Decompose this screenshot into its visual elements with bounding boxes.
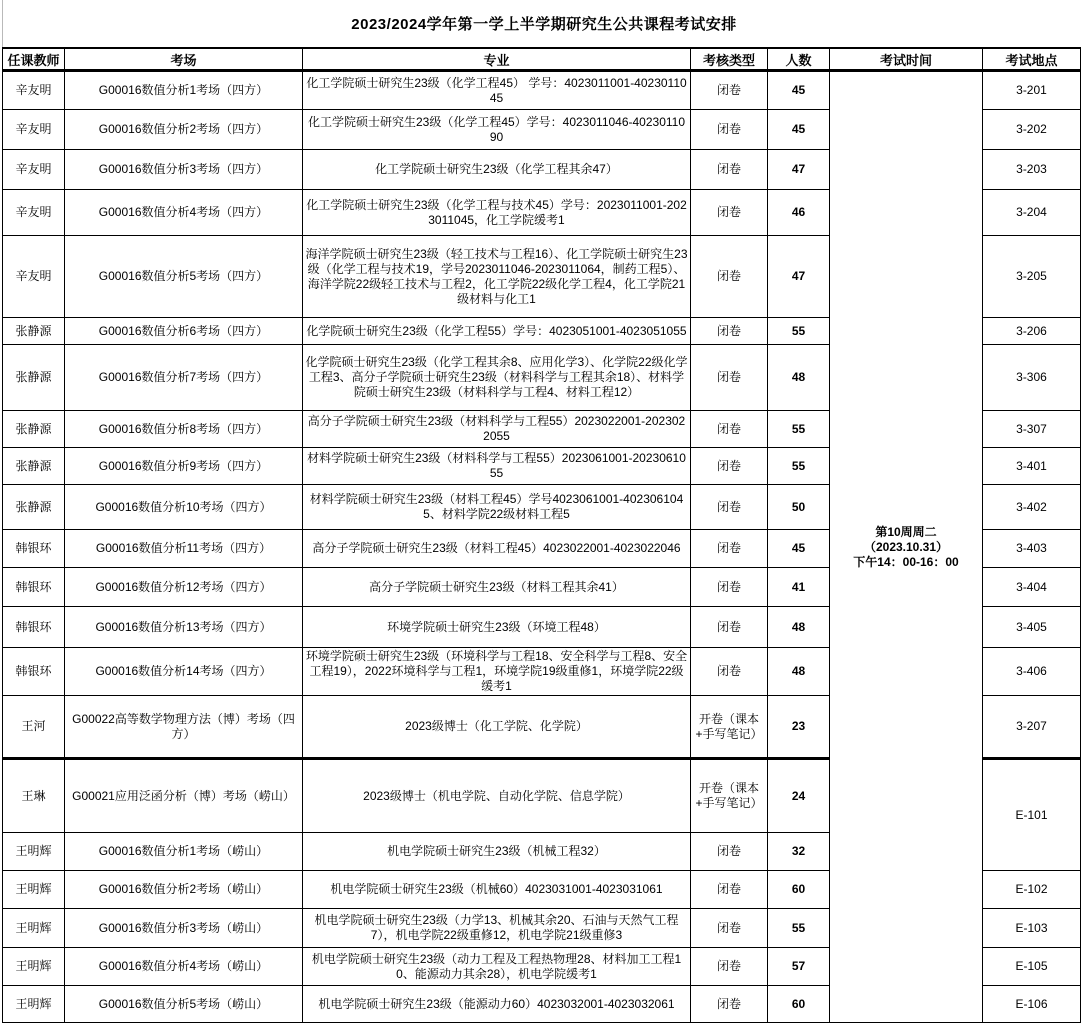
room-cell: G00016数值分析5考场（四方） [65, 236, 303, 318]
count-cell: 23 [768, 696, 830, 759]
exam-type-cell: 开卷（课本+手写笔记） [691, 696, 768, 759]
room-cell: G00016数值分析11考场（四方） [65, 530, 303, 568]
teacher-cell: 辛友明 [3, 190, 65, 236]
location-cell: 3-201 [983, 71, 1081, 110]
col-header-exam-time: 考试时间 [830, 48, 983, 71]
count-cell: 57 [768, 948, 830, 986]
page-title: 2023/2024学年第一学上半学期研究生公共课程考试安排 [2, 0, 1085, 47]
exam-type-cell: 闭卷 [691, 190, 768, 236]
room-cell: G00016数值分析8考场（四方） [65, 411, 303, 448]
exam-type-cell: 闭卷 [691, 318, 768, 345]
major-cell: 2023级博士（机电学院、自动化学院、信息学院） [303, 759, 691, 833]
exam-type-cell: 闭卷 [691, 607, 768, 648]
location-cell: 3-401 [983, 448, 1081, 485]
exam-type-cell: 闭卷 [691, 568, 768, 607]
teacher-cell: 张静源 [3, 485, 65, 530]
room-cell: G00016数值分析9考场（四方） [65, 448, 303, 485]
teacher-cell: 韩银环 [3, 648, 65, 696]
count-cell: 48 [768, 345, 830, 411]
col-header-room: 考场 [65, 48, 303, 71]
major-cell: 2023级博士（化工学院、化学院） [303, 696, 691, 759]
exam-type-cell: 闭卷 [691, 150, 768, 190]
count-cell: 45 [768, 530, 830, 568]
teacher-cell: 王明辉 [3, 986, 65, 1023]
exam-type-cell: 闭卷 [691, 236, 768, 318]
count-cell: 47 [768, 236, 830, 318]
teacher-cell: 王河 [3, 696, 65, 759]
major-cell: 机电学院硕士研究生23级（机械60）4023031001-4023031061 [303, 871, 691, 909]
teacher-cell: 王明辉 [3, 948, 65, 986]
teacher-cell: 王明辉 [3, 833, 65, 871]
location-cell: E-103 [983, 909, 1081, 948]
exam-type-cell: 闭卷 [691, 71, 768, 110]
major-cell: 材料学院硕士研究生23级（材料科学与工程55）2023061001-2023061055 [303, 448, 691, 485]
teacher-cell: 张静源 [3, 345, 65, 411]
count-cell: 48 [768, 648, 830, 696]
room-cell: G00021应用泛函分析（博）考场（崂山） [65, 759, 303, 833]
exam-type-cell: 闭卷 [691, 986, 768, 1023]
room-cell: G00016数值分析1考场（崂山） [65, 833, 303, 871]
exam-type-cell: 闭卷 [691, 448, 768, 485]
count-cell: 32 [768, 833, 830, 871]
exam-type-cell: 闭卷 [691, 833, 768, 871]
col-header-teacher: 任课教师 [3, 48, 65, 71]
count-cell: 60 [768, 871, 830, 909]
room-cell: G00016数值分析2考场（四方） [65, 110, 303, 150]
location-cell: E-106 [983, 986, 1081, 1023]
exam-type-cell: 闭卷 [691, 948, 768, 986]
teacher-cell: 张静源 [3, 448, 65, 485]
teacher-cell: 王明辉 [3, 871, 65, 909]
room-cell: G00016数值分析12考场（四方） [65, 568, 303, 607]
count-cell: 50 [768, 485, 830, 530]
count-cell: 45 [768, 71, 830, 110]
teacher-cell: 王明辉 [3, 909, 65, 948]
exam-time-line: 下午14：00-16：00 [853, 554, 959, 569]
exam-time-cell [830, 71, 983, 1023]
location-cell: 3-203 [983, 150, 1081, 190]
count-cell: 55 [768, 448, 830, 485]
count-cell: 55 [768, 411, 830, 448]
exam-type-cell: 闭卷 [691, 110, 768, 150]
location-cell: 3-406 [983, 648, 1081, 696]
room-cell: G00016数值分析5考场（崂山） [65, 986, 303, 1023]
location-cell: 3-307 [983, 411, 1081, 448]
count-cell: 60 [768, 986, 830, 1023]
location-cell: 3-404 [983, 568, 1081, 607]
teacher-cell: 辛友明 [3, 150, 65, 190]
count-cell: 45 [768, 110, 830, 150]
teacher-cell: 王琳 [3, 759, 65, 833]
exam-type-cell: 闭卷 [691, 485, 768, 530]
exam-type-cell: 闭卷 [691, 648, 768, 696]
table-row [3, 71, 1081, 110]
count-cell: 47 [768, 150, 830, 190]
room-cell: G00016数值分析3考场（崂山） [65, 909, 303, 948]
major-cell: 化学院硕士研究生23级（化学工程其余8、应用化学3）、化学院22级化学工程3、高分子学院硕士研究生23级（材料科学与工程其余18）、材料学院硕士研究生23级（材料科学与工程4、材料工程12） [303, 345, 691, 411]
room-cell: G00022高等数学物理方法（博）考场（四方） [65, 696, 303, 759]
location-cell: E-102 [983, 871, 1081, 909]
teacher-cell: 韩银环 [3, 568, 65, 607]
exam-schedule-document [2, 0, 1085, 1023]
count-cell: 48 [768, 607, 830, 648]
col-header-location: 考试地点 [983, 48, 1081, 71]
location-cell: 3-202 [983, 110, 1081, 150]
location-cell: 3-403 [983, 530, 1081, 568]
location-cell: 3-207 [983, 696, 1081, 759]
room-cell: G00016数值分析7考场（四方） [65, 345, 303, 411]
count-cell: 55 [768, 318, 830, 345]
teacher-cell: 辛友明 [3, 236, 65, 318]
teacher-cell: 辛友明 [3, 110, 65, 150]
col-header-major: 专业 [303, 48, 691, 71]
room-cell: G00016数值分析4考场（四方） [65, 190, 303, 236]
location-cell: 3-206 [983, 318, 1081, 345]
major-cell: 高分子学院硕士研究生23级（材料工程其余41） [303, 568, 691, 607]
location-cell: 3-205 [983, 236, 1081, 318]
col-header-count: 人数 [768, 48, 830, 71]
room-cell: G00016数值分析10考场（四方） [65, 485, 303, 530]
location-cell: 3-306 [983, 345, 1081, 411]
teacher-cell: 韩银环 [3, 530, 65, 568]
major-cell: 环境学院硕士研究生23级（环境工程48） [303, 607, 691, 648]
teacher-cell: 张静源 [3, 411, 65, 448]
room-cell: G00016数值分析2考场（崂山） [65, 871, 303, 909]
room-cell: G00016数值分析14考场（四方） [65, 648, 303, 696]
major-cell: 机电学院硕士研究生23级（机械工程32） [303, 833, 691, 871]
major-cell: 化工学院硕士研究生23级（化学工程与技术45）学号：2023011001-2023011045，化工学院缓考1 [303, 190, 691, 236]
exam-schedule-table [2, 47, 1081, 1023]
major-cell: 化工学院硕士研究生23级（化学工程其余47） [303, 150, 691, 190]
major-cell: 海洋学院硕士研究生23级（轻工技术与工程16）、化工学院硕士研究生23级（化学工程与技术19，学号2023011046-2023011064，制药工程5）、海洋学院22级轻工技术与工程2，化工学院22级化学工程4，化工学院21级材料与化工1 [303, 236, 691, 318]
room-cell: G00016数值分析1考场（四方） [65, 71, 303, 110]
exam-type-cell: 闭卷 [691, 909, 768, 948]
exam-time-line: （2023.10.31） [863, 539, 949, 554]
exam-type-cell: 闭卷 [691, 411, 768, 448]
room-cell: G00016数值分析3考场（四方） [65, 150, 303, 190]
room-cell: G00016数值分析13考场（四方） [65, 607, 303, 648]
exam-type-cell: 闭卷 [691, 530, 768, 568]
major-cell: 化工学院硕士研究生23级（化学工程45） 学号：4023011001-4023011045 [303, 71, 691, 110]
count-cell: 24 [768, 759, 830, 833]
location-cell: 3-204 [983, 190, 1081, 236]
major-cell: 机电学院硕士研究生23级（能源动力60）4023032001-4023032061 [303, 986, 691, 1023]
teacher-cell: 张静源 [3, 318, 65, 345]
exam-type-cell: 闭卷 [691, 345, 768, 411]
exam-time-line: 第10周周二 [875, 524, 937, 539]
major-cell: 机电学院硕士研究生23级（力学13、机械其余20、石油与天然气工程7），机电学院22级重修12，机电学院21级重修3 [303, 909, 691, 948]
header-row [3, 48, 1081, 71]
exam-type-cell: 开卷（课本+手写笔记） [691, 759, 768, 833]
count-cell: 41 [768, 568, 830, 607]
major-cell: 环境学院硕士研究生23级（环境科学与工程18、安全科学与工程8、安全工程19），2022环境科学与工程1，环境学院19级重修1，环境学院22级缓考1 [303, 648, 691, 696]
major-cell: 材料学院硕士研究生23级（材料工程45）学号4023061001-4023061045、材料学院22级材料工程5 [303, 485, 691, 530]
col-header-exam-type: 考核类型 [691, 48, 768, 71]
major-cell: 高分子学院硕士研究生23级（材料科学与工程55）2023022001-2023022055 [303, 411, 691, 448]
teacher-cell: 韩银环 [3, 607, 65, 648]
teacher-cell: 辛友明 [3, 71, 65, 110]
room-cell: G00016数值分析4考场（崂山） [65, 948, 303, 986]
major-cell: 化学院硕士研究生23级（化学工程55）学号：4023051001-4023051055 [303, 318, 691, 345]
count-cell: 46 [768, 190, 830, 236]
exam-type-cell: 闭卷 [691, 871, 768, 909]
location-cell: E-105 [983, 948, 1081, 986]
location-cell: 3-405 [983, 607, 1081, 648]
location-cell: E-101 [983, 759, 1081, 871]
room-cell: G00016数值分析6考场（四方） [65, 318, 303, 345]
count-cell: 55 [768, 909, 830, 948]
major-cell: 高分子学院硕士研究生23级（材料工程45）4023022001-4023022046 [303, 530, 691, 568]
major-cell: 化工学院硕士研究生23级（化学工程45）学号：4023011046-4023011090 [303, 110, 691, 150]
location-cell: 3-402 [983, 485, 1081, 530]
major-cell: 机电学院硕士研究生23级（动力工程及工程热物理28、材料加工工程10、能源动力其余28），机电学院缓考1 [303, 948, 691, 986]
